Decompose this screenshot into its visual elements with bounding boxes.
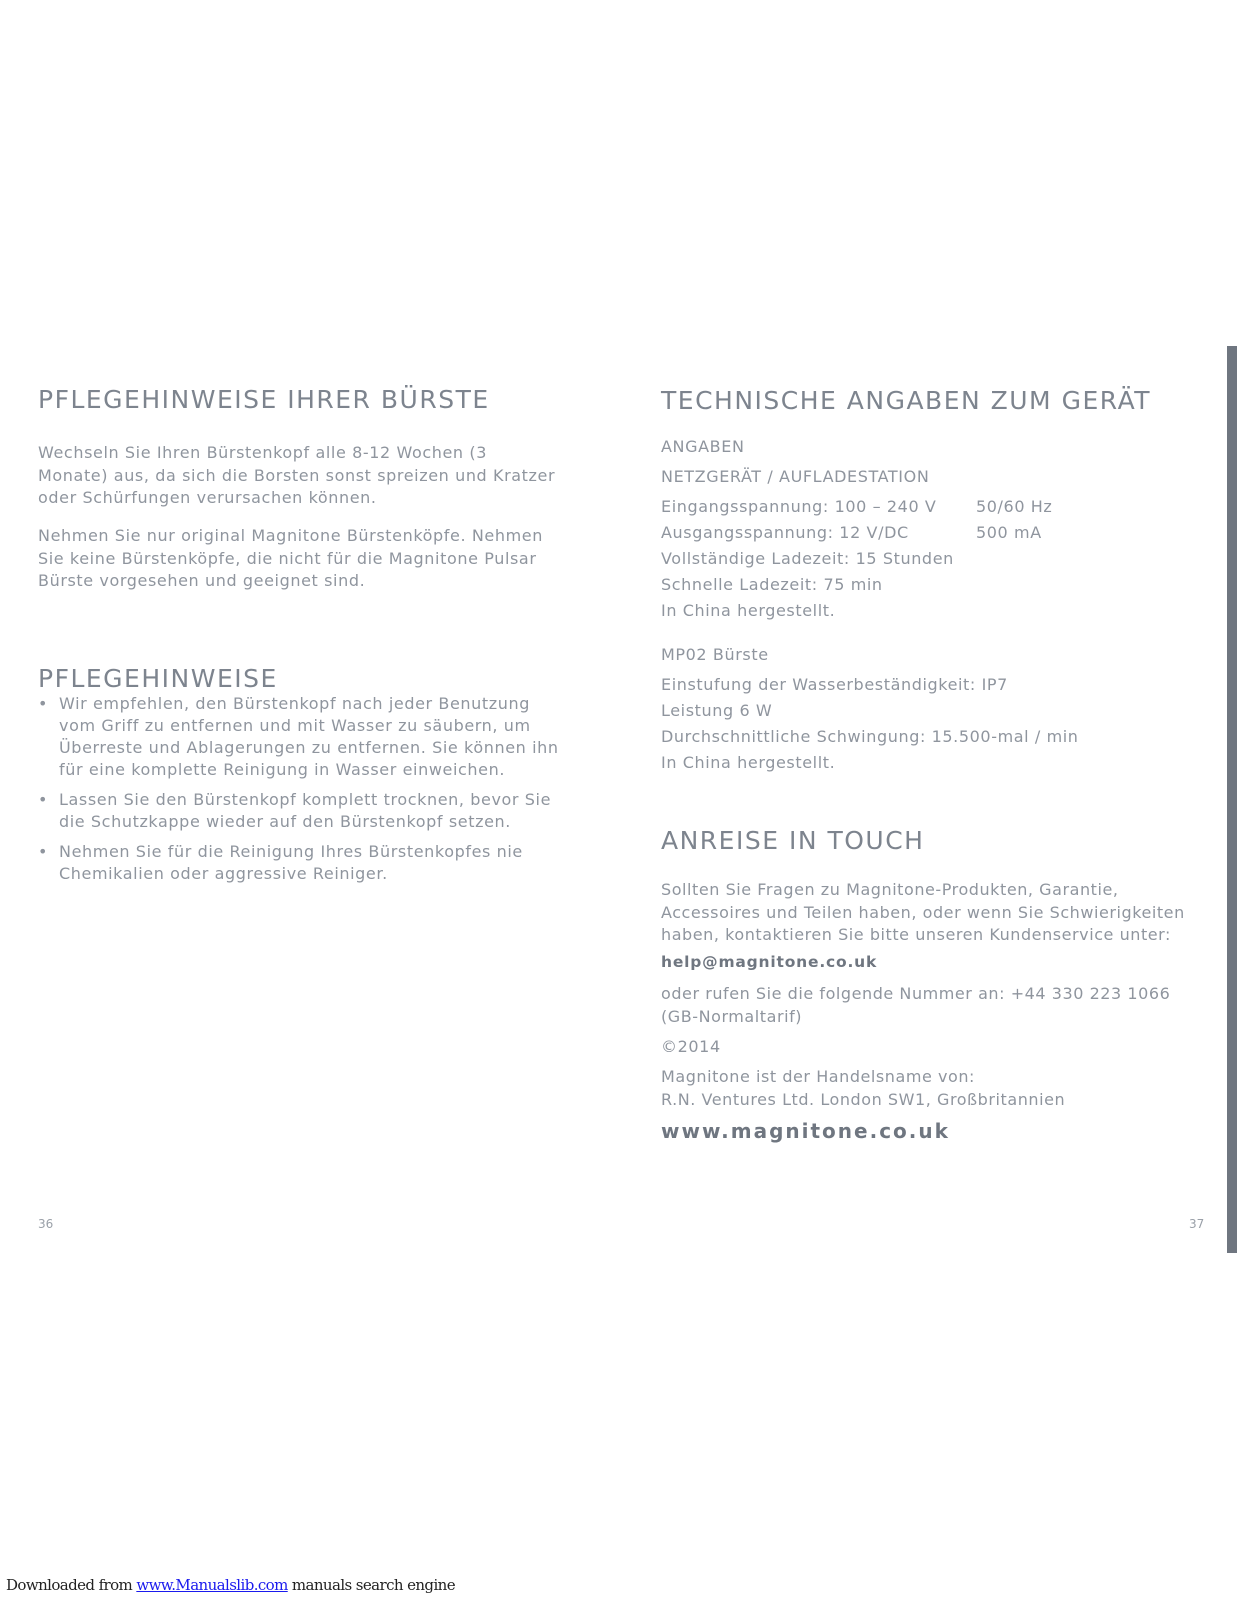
manualslib-link[interactable]: www.Manualslib.com xyxy=(136,1576,288,1594)
page-number-right: 37 xyxy=(1189,1217,1205,1231)
text-line: R.N. Ventures Ltd. London SW1, Großbritannien xyxy=(661,1089,1066,1109)
text-line: für eine komplette Reinigung in Wasser einweichen. xyxy=(59,760,506,779)
oscillation-rate: Durchschnittliche Schwingung: 15.500-mal / min xyxy=(661,727,1079,746)
list-item xyxy=(38,841,583,885)
text-line: Nehmen Sie für die Reinigung Ihres Bürstenkopfes nie xyxy=(59,842,523,861)
tech-specs-heading: TECHNISCHE ANGABEN ZUM GERÄT xyxy=(661,386,1152,415)
text-line: vom Griff zu entfernen und mit Wasser zu säubern, um xyxy=(59,716,531,735)
text-line: Chemikalien oder aggressive Reiniger. xyxy=(59,864,388,883)
made-in-brush: In China hergestellt. xyxy=(661,753,836,772)
list-item xyxy=(38,789,583,833)
support-email-link[interactable]: help@magnitone.co.uk xyxy=(661,953,878,971)
made-in-charger: In China hergestellt. xyxy=(661,601,836,620)
footer-suffix: manuals search engine xyxy=(287,1576,455,1594)
text-line: Bürste vorgesehen und geeignet sind. xyxy=(38,571,366,590)
cleaning-list xyxy=(38,693,583,893)
text-line: oder rufen Sie die folgende Nummer an: +44 330 223 1066 xyxy=(661,984,1171,1003)
contact-paragraph xyxy=(661,879,1221,947)
contact-heading: ANREISE IN TOUCH xyxy=(661,826,925,855)
specs-label: ANGABEN xyxy=(661,437,745,456)
full-charge-time: Vollständige Ladezeit: 15 Stunden xyxy=(661,549,954,568)
phone-paragraph xyxy=(661,983,1221,1028)
text-line: Nehmen Sie nur original Magnitone Bürstenköpfe. Nehmen xyxy=(38,526,543,545)
text-line: Wechseln Sie Ihren Bürstenkopf alle 8-12 Wochen (3 xyxy=(38,443,487,462)
text-line: Sollten Sie Fragen zu Magnitone-Produkten, Garantie, xyxy=(661,880,1119,899)
output-voltage: Ausgangsspannung: 12 V/DC xyxy=(661,523,909,542)
list-item xyxy=(38,693,583,781)
care-paragraph-2 xyxy=(38,525,598,593)
text-line: Sie keine Bürstenköpfe, die nicht für die Magnitone Pulsar xyxy=(38,548,537,568)
text-line: Accessoires und Teilen haben, oder wenn Sie Schwierigkeiten xyxy=(661,902,1185,922)
bullet-icon: • xyxy=(38,842,49,861)
text-line: Lassen Sie den Bürstenkopf komplett trocknen, bevor Sie xyxy=(59,790,552,809)
brush-model: MP02 Bürste xyxy=(661,645,769,664)
charger-label: NETZGERÄT / AUFLADESTATION xyxy=(661,467,930,486)
copyright: ©2014 xyxy=(661,1037,721,1056)
bullet-icon: • xyxy=(38,694,49,713)
water-rating: Einstufung der Wasserbeständigkeit: IP7 xyxy=(661,675,1008,694)
website-link[interactable]: www.magnitone.co.uk xyxy=(661,1119,950,1143)
cleaning-heading: PFLEGEHINWEISE xyxy=(38,664,278,693)
footer-prefix: Downloaded from xyxy=(6,1576,137,1594)
output-current: 500 mA xyxy=(976,523,1042,542)
care-heading: PFLEGEHINWEISE IHRER BÜRSTE xyxy=(38,385,490,414)
text-line: die Schutzkappe wieder auf den Bürstenkopf setzen. xyxy=(59,812,511,831)
download-footer xyxy=(6,1576,455,1594)
power-rating: Leistung 6 W xyxy=(661,701,773,720)
text-line: haben, kontaktieren Sie bitte unseren Kundenservice unter: xyxy=(661,925,1171,944)
text-line: oder Schürfungen verursachen können. xyxy=(38,488,377,507)
page-number-left: 36 xyxy=(38,1217,54,1231)
page-edge-bar xyxy=(1227,346,1237,1253)
input-frequency: 50/60 Hz xyxy=(976,497,1053,516)
trade-name-paragraph xyxy=(661,1066,1221,1111)
input-voltage: Eingangsspannung: 100 – 240 V xyxy=(661,497,937,516)
text-line: Monate) aus, da sich die Borsten sonst spreizen und Kratzer xyxy=(38,465,556,485)
fast-charge-time: Schnelle Ladezeit: 75 min xyxy=(661,575,883,594)
care-paragraph-1 xyxy=(38,442,598,510)
text-line: (GB-Normaltarif) xyxy=(661,1006,803,1026)
bullet-icon: • xyxy=(38,790,49,809)
text-line: Überreste und Ablagerungen zu entfernen. Sie können ihn xyxy=(59,738,559,757)
text-line: Magnitone ist der Handelsname von: xyxy=(661,1067,975,1086)
text-line: Wir empfehlen, den Bürstenkopf nach jeder Benutzung xyxy=(59,694,530,713)
